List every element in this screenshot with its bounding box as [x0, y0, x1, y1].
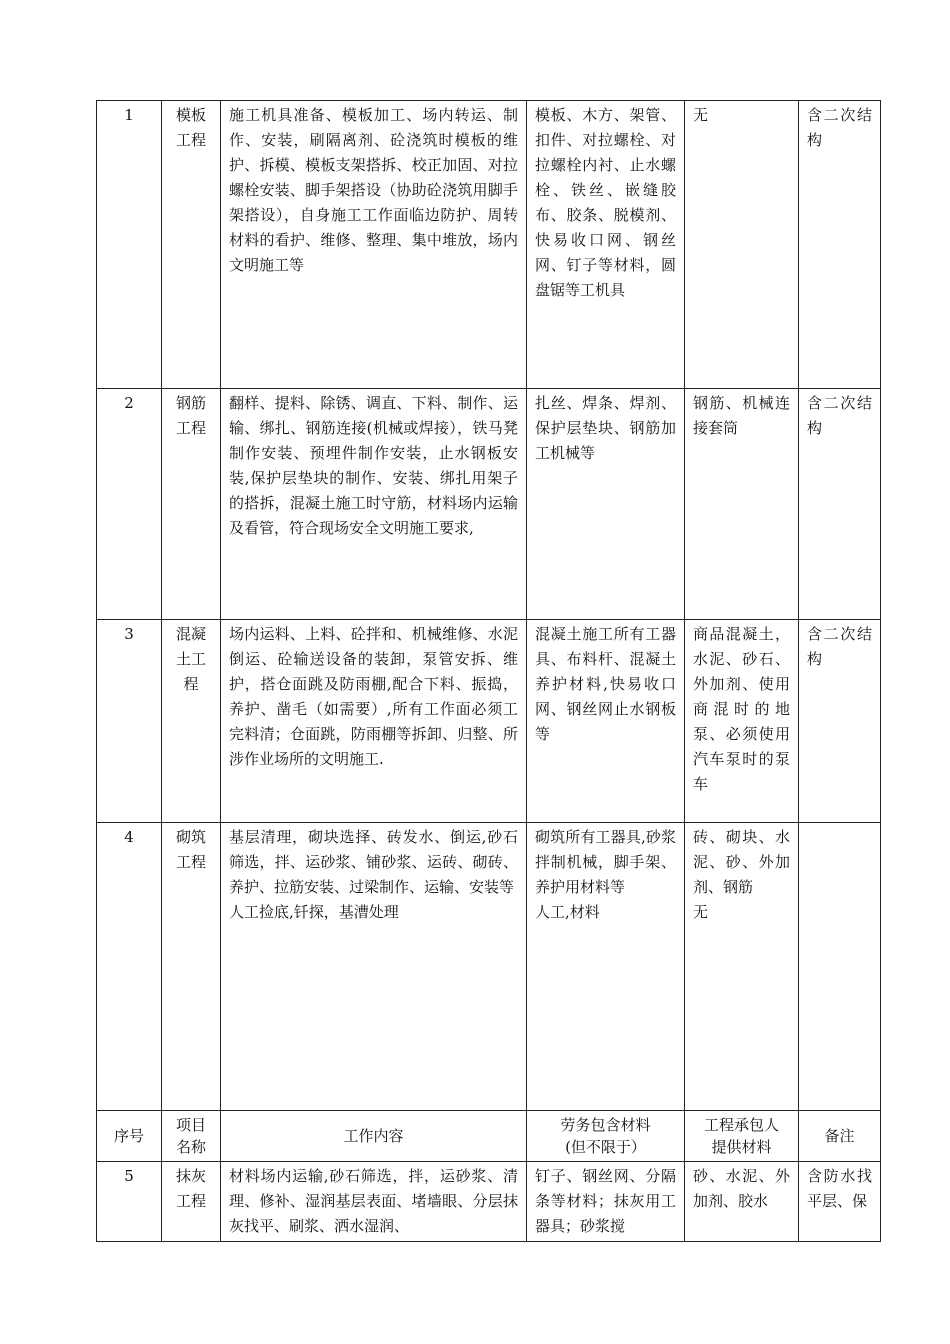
work-content: 材料场内运输,砂石筛选，拌，运砂浆、清理、修补、湿润基层表面、堵墙眼、分层抹灰找平、刷浆、洒水湿润、: [221, 1162, 527, 1242]
contractor-materials: 无: [685, 101, 799, 389]
remark: [799, 823, 881, 1111]
row-number: 4: [97, 823, 162, 1111]
header-number: 序号: [97, 1111, 162, 1162]
remark: 含二次结构: [799, 389, 881, 620]
header-remark: 备注: [799, 1111, 881, 1162]
table-row: [97, 1162, 881, 1242]
contractor-materials: 商品混凝土，水泥、砂石、外加剂、使用商混时的地泵、必须使用汽车泵时的泵车: [685, 620, 799, 823]
row-number: 2: [97, 389, 162, 620]
labor-materials: 砌筑所有工器具,砂浆拌制机械，脚手架、养护用材料等 人工,材料: [527, 823, 685, 1111]
remark: 含二次结构: [799, 101, 881, 389]
labor-materials: 扎丝、焊条、焊剂、保护层垫块、钢筋加工机械等: [527, 389, 685, 620]
header-work-content: 工作内容: [221, 1111, 527, 1162]
item-name: 模板 工程: [162, 101, 221, 389]
header-row: [97, 1111, 881, 1162]
header-labor-materials: 劳务包含材料 (但不限于）: [527, 1111, 685, 1162]
header-item-name: 项目 名称: [162, 1111, 221, 1162]
contractor-materials: 钢筋、机械连接套筒: [685, 389, 799, 620]
row-number: 1: [97, 101, 162, 389]
labor-materials: 混凝土施工所有工器具、布料杆、混凝土养护材料,快易收口网、钢丝网止水钢板等: [527, 620, 685, 823]
labor-materials: 模板、木方、架管、扣件、对拉螺栓、对拉螺栓内衬、止水螺栓、铁丝、嵌缝胶布、胶条、脱模剂、快易收口网、钢丝网、钉子等材料，圆盘锯等工机具: [527, 101, 685, 389]
table-row: [97, 389, 881, 620]
work-content: 场内运料、上料、砼拌和、机械维修、水泥倒运、砼输送设备的装卸，泵管安拆、维护，搭仓面跳及防雨棚,配合下料、振捣，养护、凿毛（如需要）,所有工作面必须工完料清；仓面跳，防雨棚等拆卸、归整、所涉作业场所的文明施工.: [221, 620, 527, 823]
table-row: [97, 101, 881, 389]
item-name: 混凝 土工 程: [162, 620, 221, 823]
table-row: [97, 823, 881, 1111]
row-number: 3: [97, 620, 162, 823]
item-name: 钢筋 工程: [162, 389, 221, 620]
work-content: 施工机具准备、模板加工、场内转运、制作、安装，刷隔离剂、砼浇筑时模板的维护、拆模、模板支架搭拆、校正加固、对拉螺栓安装、脚手架搭设（协助砼浇筑用脚手架搭设），自身施工工作面临边防护、周转材料的看护、维修、整理、集中堆放，场内文明施工等: [221, 101, 527, 389]
labor-materials: 钉子、钢丝网、分隔条等材料；抹灰用工器具；砂浆搅: [527, 1162, 685, 1242]
header-contractor-materials: 工程承包人 提供材料: [685, 1111, 799, 1162]
work-content: 翻样、提料、除锈、调直、下料、制作、运输、绑扎、钢筋连接(机械或焊接），铁马凳制作安装、预埋件制作安装，止水钢板安装,保护层垫块的制作、安装、绑扎用架子的搭拆，混凝土施工时守筋，材料场内运输及看管，符合现场安全文明施工要求,: [221, 389, 527, 620]
work-content: 基层清理，砌块选择、砖发水、倒运,砂石筛选，拌、运砂浆、铺砂浆、运砖、砌砖、养护、拉筋安装、过梁制作、运输、安装等 人工捡底,钎探，基漕处理: [221, 823, 527, 1111]
work-scope-table: [96, 100, 881, 1242]
table-row: [97, 620, 881, 823]
item-name: 砌筑 工程: [162, 823, 221, 1111]
contractor-materials: 砂、水泥、外加剂、胶水: [685, 1162, 799, 1242]
contractor-materials: 砖、砌块、水泥、砂、外加剂、钢筋 无: [685, 823, 799, 1111]
item-name: 抹灰 工程: [162, 1162, 221, 1242]
remark: 含防水找平层、保: [799, 1162, 881, 1242]
row-number: 5: [97, 1162, 162, 1242]
remark: 含二次结构: [799, 620, 881, 823]
